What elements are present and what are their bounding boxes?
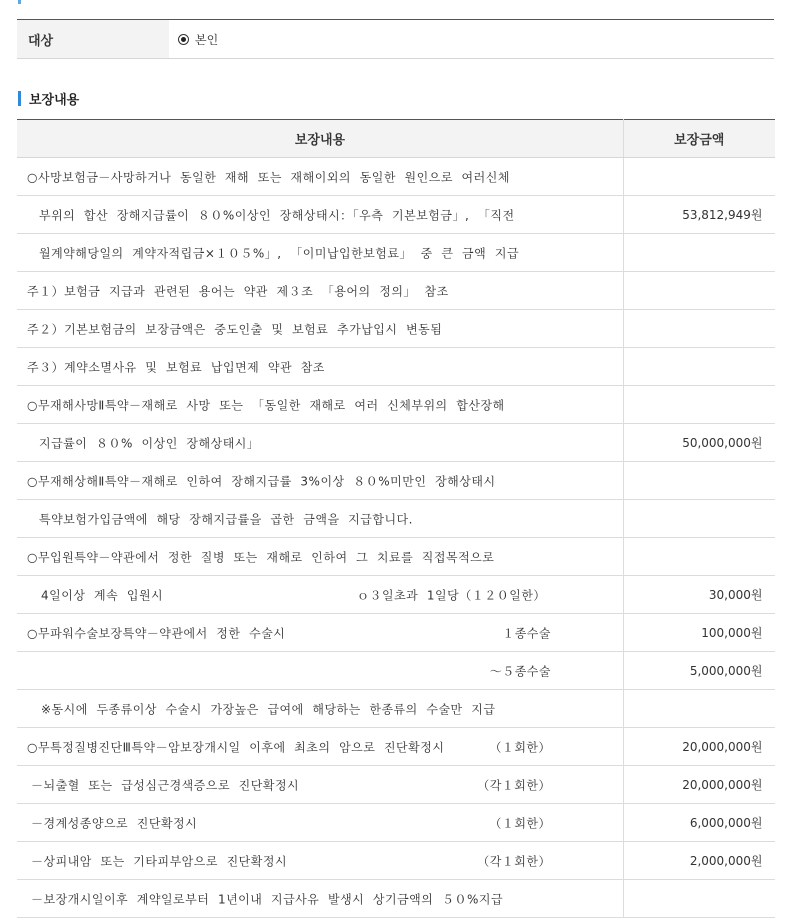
target-label: 대상 — [17, 20, 169, 58]
row-content-cell — [17, 158, 623, 195]
table-row — [17, 614, 775, 652]
row-amount — [624, 462, 775, 500]
row-content-cell — [17, 576, 623, 613]
row-text: 특약보험가입금액에 해당 장해지급률을 곱한 금액을 지급합니다. — [39, 512, 413, 526]
row-text: ○사망보험금－사망하거나 동일한 재해 또는 재해이외의 동일한 원인으로 여러신체 — [27, 170, 510, 184]
table-row — [17, 804, 775, 842]
row-text: 월계약해당일의 계약자적립금×１０５%」, 「이미납입한보험료」 중 큰 금액 지급 — [39, 246, 520, 260]
row-content-cell — [17, 348, 623, 385]
row-content — [17, 728, 624, 766]
row-content — [17, 690, 624, 728]
table-row — [17, 500, 775, 538]
table-row — [17, 728, 775, 766]
row-content-cell — [17, 196, 623, 233]
row-text: ○무입원특약－약관에서 정한 질병 또는 재해로 인하여 그 치료를 직접목적으로 — [27, 550, 495, 564]
row-amount — [624, 158, 775, 196]
table-row — [17, 690, 775, 728]
table-row — [17, 842, 775, 880]
row-text: ○무특정질병진단Ⅲ특약－암보장개시일 이후에 최초의 암으로 진단확정시 — [27, 740, 445, 754]
table-row — [17, 272, 775, 310]
row-content — [17, 196, 624, 234]
row-content-cell — [17, 462, 623, 499]
row-right-text: （１회한） — [489, 740, 551, 754]
row-content-cell — [17, 272, 623, 309]
row-amount: 100,000원 — [624, 614, 775, 652]
row-content — [17, 652, 624, 690]
row-amount: 50,000,000원 — [624, 424, 775, 462]
target-option-label: 본인 — [195, 32, 219, 47]
table-row — [17, 462, 775, 500]
row-content-cell — [17, 652, 623, 689]
row-text: 부위의 합산 장해지급률이 ８０%이상인 장해상태시：「우측 기본보험금」, 「직전 — [39, 208, 515, 222]
row-content — [17, 500, 624, 538]
radio-selected-icon[interactable] — [178, 34, 189, 45]
table-row — [17, 386, 775, 424]
row-amount — [624, 690, 775, 728]
target-table — [17, 19, 774, 59]
header-content: 보장내용 — [17, 120, 624, 158]
table-row — [17, 880, 775, 918]
row-content-cell — [17, 538, 623, 575]
row-content-cell — [17, 728, 623, 765]
row-amount — [624, 386, 775, 424]
row-right-text: ～５종수술 — [489, 664, 551, 678]
table-row — [17, 196, 775, 234]
row-amount: 20,000,000원 — [624, 728, 775, 766]
row-content — [17, 880, 624, 918]
row-amount: 2,000,000원 — [624, 842, 775, 880]
row-amount — [624, 234, 775, 272]
section-marker-top — [18, 0, 21, 4]
table-row — [17, 538, 775, 576]
section-header — [18, 89, 79, 108]
table-row — [17, 576, 775, 614]
row-amount: 5,000,000원 — [624, 652, 775, 690]
row-text: －상피내암 또는 기타피부암으로 진단확정시 — [31, 854, 288, 868]
table-row — [17, 158, 775, 196]
coverage-table — [17, 119, 775, 918]
section-title: 보장내용 — [29, 93, 80, 108]
row-amount — [624, 348, 775, 386]
row-text: 주３）계약소멸사유 및 보험료 납입면제 약관 참조 — [27, 360, 325, 374]
row-mid-text: ｏ３일초과 1일당（１２０일한） — [357, 588, 546, 602]
row-text: 지급률이 ８０% 이상인 장해상태시」 — [39, 436, 260, 450]
row-text: ○무파워수술보장특약－약관에서 정한 수술시 — [27, 626, 286, 640]
row-amount — [624, 500, 775, 538]
row-amount — [624, 310, 775, 348]
row-content-cell — [17, 234, 623, 271]
row-text: ※동시에 두종류이상 수술시 가장높은 급여에 해당하는 한종류의 수술만 지급 — [41, 702, 496, 716]
row-content-cell — [17, 880, 623, 917]
header-amount: 보장금액 — [624, 120, 775, 158]
row-right-text: （１회한） — [489, 816, 551, 830]
row-content — [17, 272, 624, 310]
row-content — [17, 614, 624, 652]
row-text: 주２）기본보험금의 보장금액은 중도인출 및 보험료 추가납입시 변동됨 — [27, 322, 443, 336]
row-amount: 20,000,000원 — [624, 766, 775, 804]
row-content-cell — [17, 386, 623, 423]
row-amount: 6,000,000원 — [624, 804, 775, 842]
row-content-cell — [17, 424, 623, 461]
row-content-cell — [17, 842, 623, 879]
row-content — [17, 804, 624, 842]
row-text: ○무재해사망Ⅱ특약－재해로 사망 또는 「동일한 재해로 여러 신체부위의 합산장해 — [27, 398, 505, 412]
row-right-text: （각１회한） — [477, 778, 551, 792]
table-row — [17, 424, 775, 462]
row-text: －뇌출혈 또는 급성심근경색증으로 진단확정시 — [31, 778, 300, 792]
row-content — [17, 386, 624, 424]
row-content-cell — [17, 500, 623, 537]
row-content — [17, 538, 624, 576]
table-row — [17, 348, 775, 386]
row-content — [17, 234, 624, 272]
row-amount — [624, 272, 775, 310]
row-content — [17, 158, 624, 196]
row-content-cell — [17, 614, 623, 651]
section-marker-icon — [18, 91, 21, 106]
row-text: 4일이상 계속 입원시 — [41, 588, 164, 602]
row-content — [17, 842, 624, 880]
row-content — [17, 348, 624, 386]
table-row — [17, 310, 775, 348]
table-row — [17, 234, 775, 272]
row-content — [17, 462, 624, 500]
row-text: 주１）보험금 지급과 관련된 용어는 약관 제３조 「용어의 정의」 참조 — [27, 284, 449, 298]
row-content — [17, 576, 624, 614]
row-content — [17, 766, 624, 804]
row-text: －경계성종양으로 진단확정시 — [31, 816, 198, 830]
row-amount: 53,812,949원 — [624, 196, 775, 234]
row-amount: 30,000원 — [624, 576, 775, 614]
row-content-cell — [17, 690, 623, 727]
table-header-row — [17, 120, 775, 158]
row-text: －보장개시일이후 계약일로부터 1년이내 지급사유 발생시 상기금액의 ５０%지급 — [31, 892, 504, 906]
row-content-cell — [17, 804, 623, 841]
row-content — [17, 310, 624, 348]
row-content-cell — [17, 766, 623, 803]
row-amount — [624, 880, 775, 918]
table-row — [17, 652, 775, 690]
row-content — [17, 424, 624, 462]
row-text: ○무재해상해Ⅱ특약－재해로 인하여 장해지급률 3%이상 ８０%미만인 장해상태시 — [27, 474, 496, 488]
table-row — [17, 766, 775, 804]
row-amount — [624, 538, 775, 576]
row-right-text: １종수술 — [502, 626, 551, 640]
row-content-cell — [17, 310, 623, 347]
target-value — [169, 20, 774, 58]
row-right-text: （각１회한） — [477, 854, 551, 868]
